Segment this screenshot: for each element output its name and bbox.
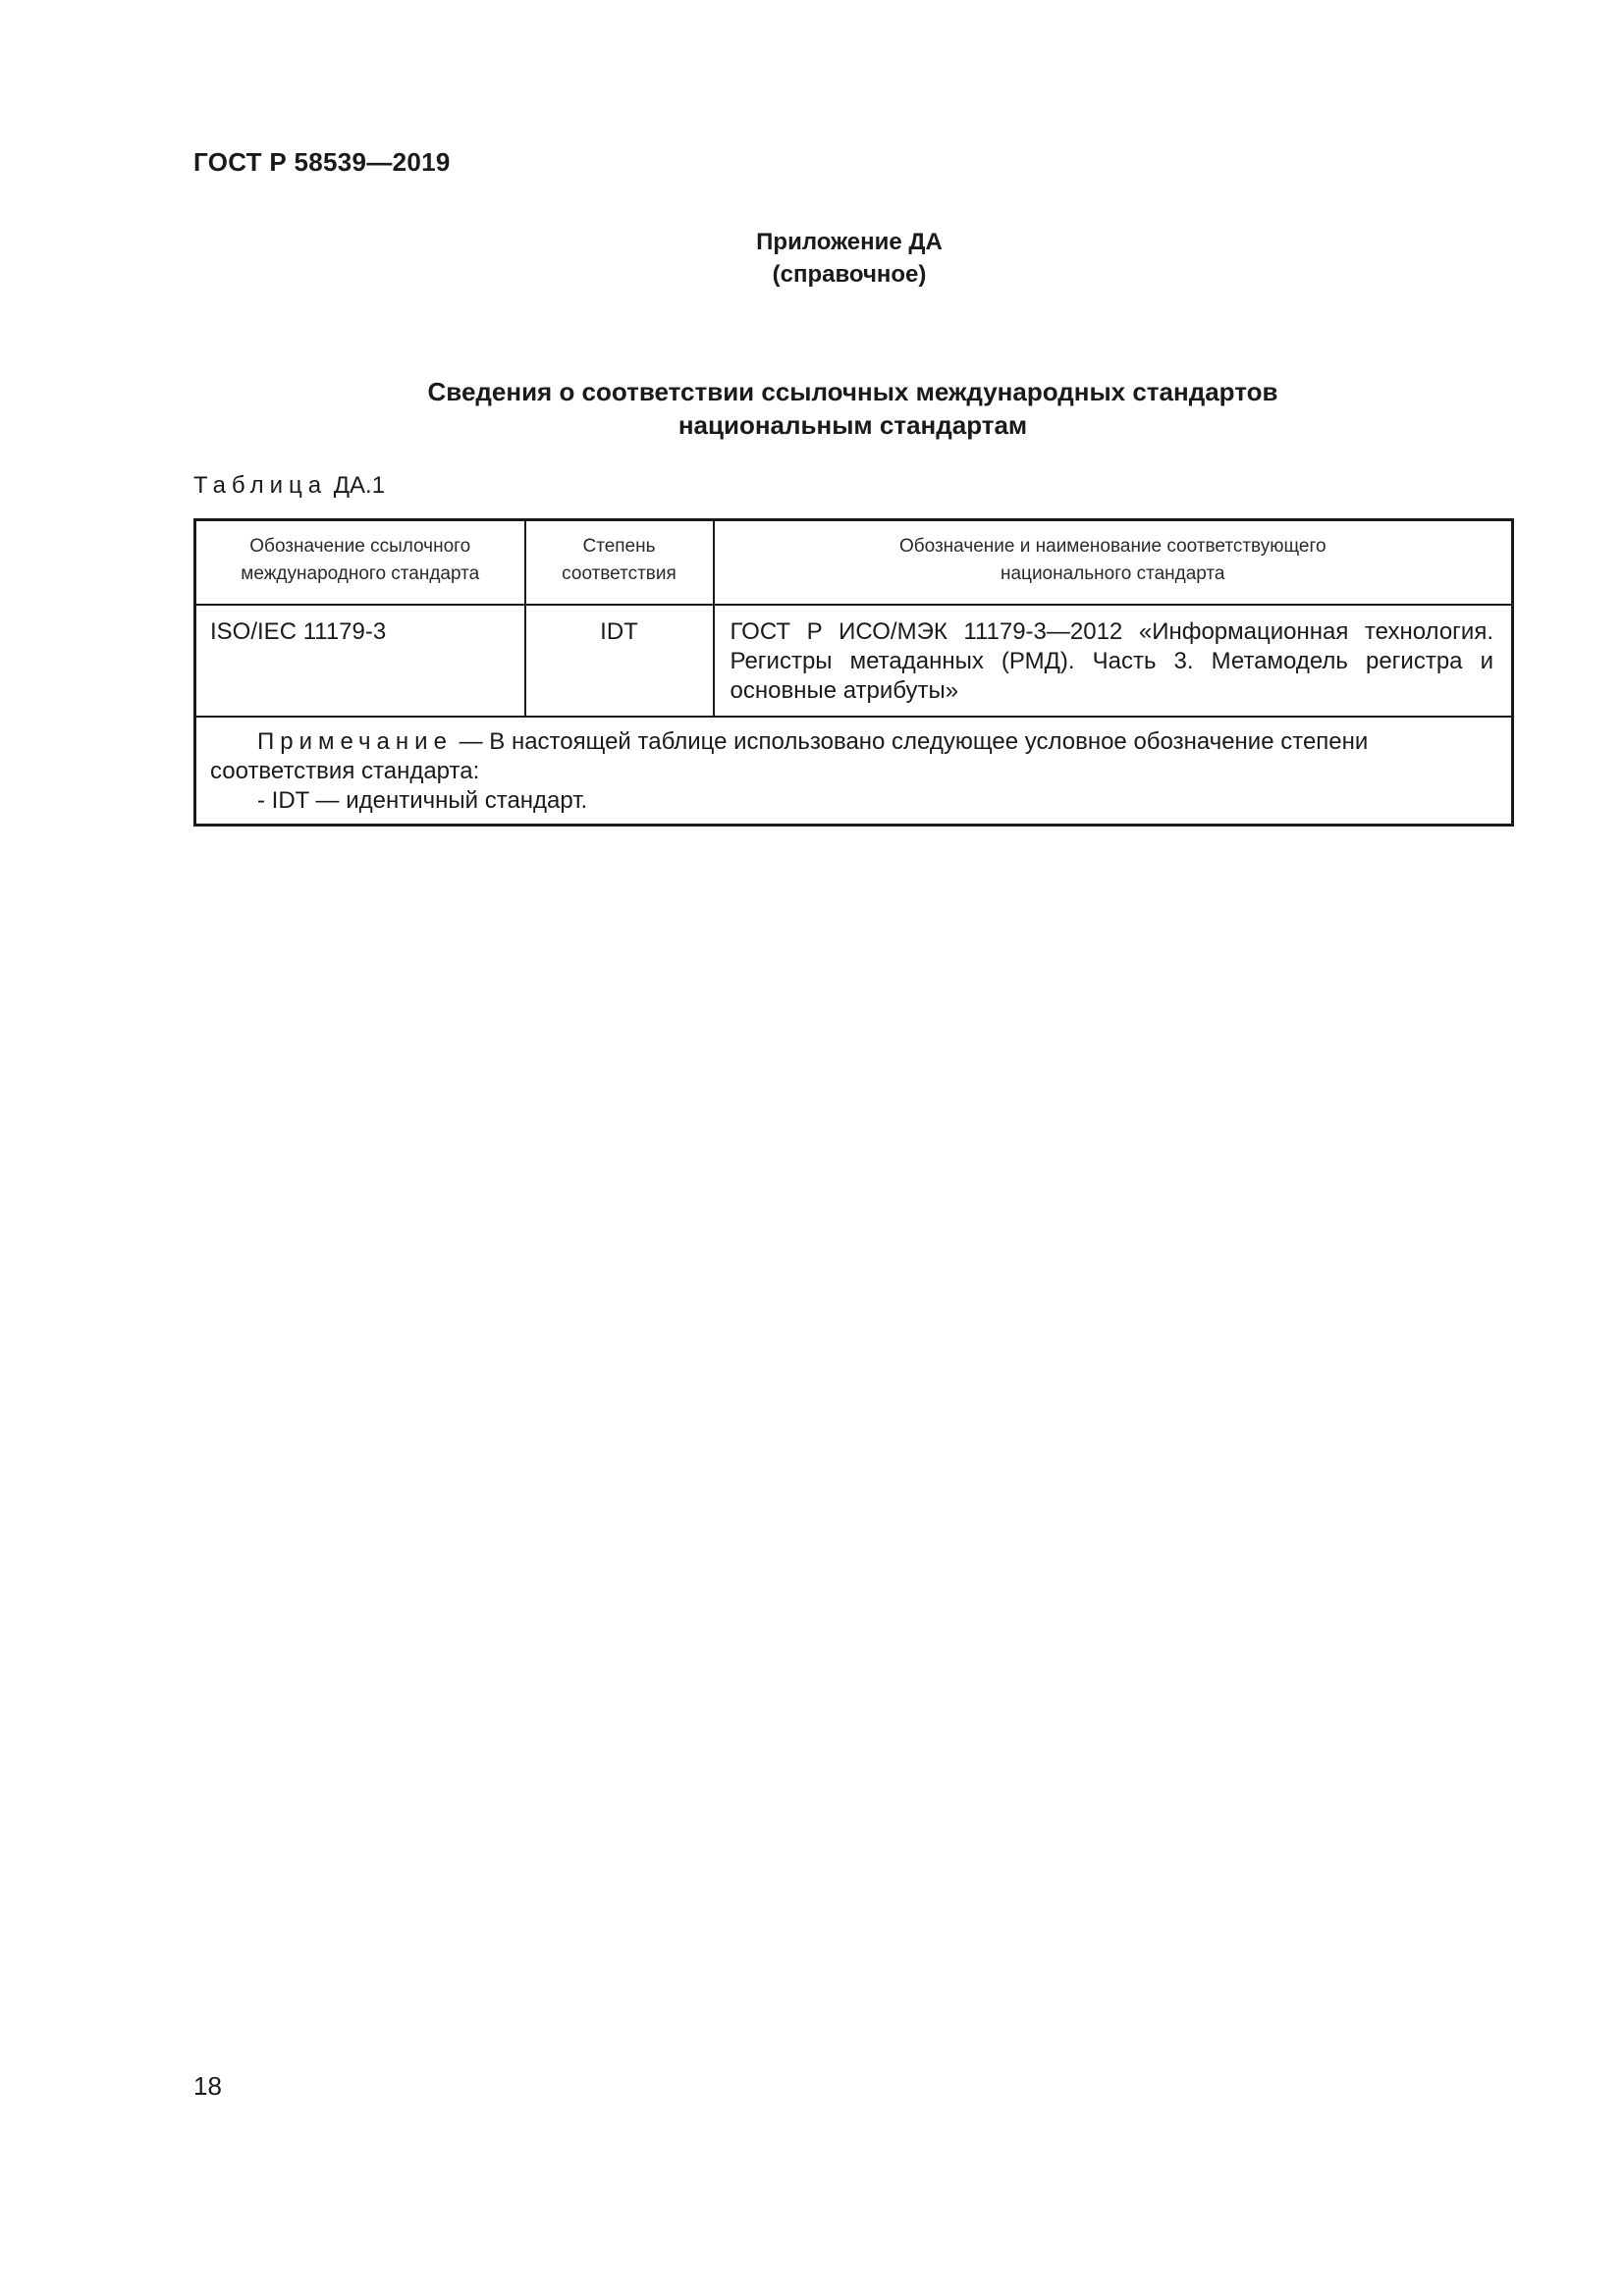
document-id: ГОСТ Р 58539—2019 xyxy=(193,147,451,177)
header-degree-line1: Степень xyxy=(582,536,656,557)
header-national-standard-line2: национального стандарта xyxy=(1001,563,1225,584)
header-national-standard-line1: Обозначение и наименование соответствующего xyxy=(898,536,1326,557)
header-intl-standard-line1: Обозначение ссылочного xyxy=(249,536,471,557)
header-degree-line2: соответствия xyxy=(562,563,677,584)
table-caption xyxy=(193,472,385,500)
cell-degree: IDT xyxy=(525,605,714,717)
table-note xyxy=(195,717,1513,826)
correspondence-table xyxy=(193,518,1514,827)
cell-intl-standard: ISO/IEC 11179-3 xyxy=(195,605,525,717)
table-caption-label: Таблица xyxy=(193,472,328,499)
note-list-item: - IDT — идентичный стандарт. xyxy=(257,787,588,814)
appendix-subtitle: (справочное) xyxy=(772,261,927,288)
table-note-row xyxy=(195,717,1513,826)
section-title-line2: национальным стандартам xyxy=(677,410,1028,440)
table-row xyxy=(195,605,1513,717)
header-national-standard xyxy=(714,520,1513,606)
section-title-line1: Сведения о соответствии ссылочных международных стандартов xyxy=(427,377,1278,406)
note-label: Примечание xyxy=(257,728,453,755)
header-intl-standard-line2: международного стандарта xyxy=(241,563,480,584)
note-text: — В настоящей таблице использовано следующее условное обозначение степени соответствия стандарта: xyxy=(210,728,1369,784)
header-degree xyxy=(525,520,714,606)
appendix-title: Приложение ДА xyxy=(756,229,943,255)
section-title xyxy=(193,375,1512,442)
header-intl-standard xyxy=(195,520,525,606)
table-header-row xyxy=(195,520,1513,606)
appendix-heading xyxy=(0,226,1624,291)
cell-national-standard: ГОСТ Р ИСО/МЭК 11179-3—2012 «Информационная технология. Регистры метаданных (РМД). Часть 3. Метамодель регистра и основные атрибуты» xyxy=(714,605,1513,717)
page-number: 18 xyxy=(193,2071,222,2101)
table-caption-number: ДА.1 xyxy=(333,472,386,499)
